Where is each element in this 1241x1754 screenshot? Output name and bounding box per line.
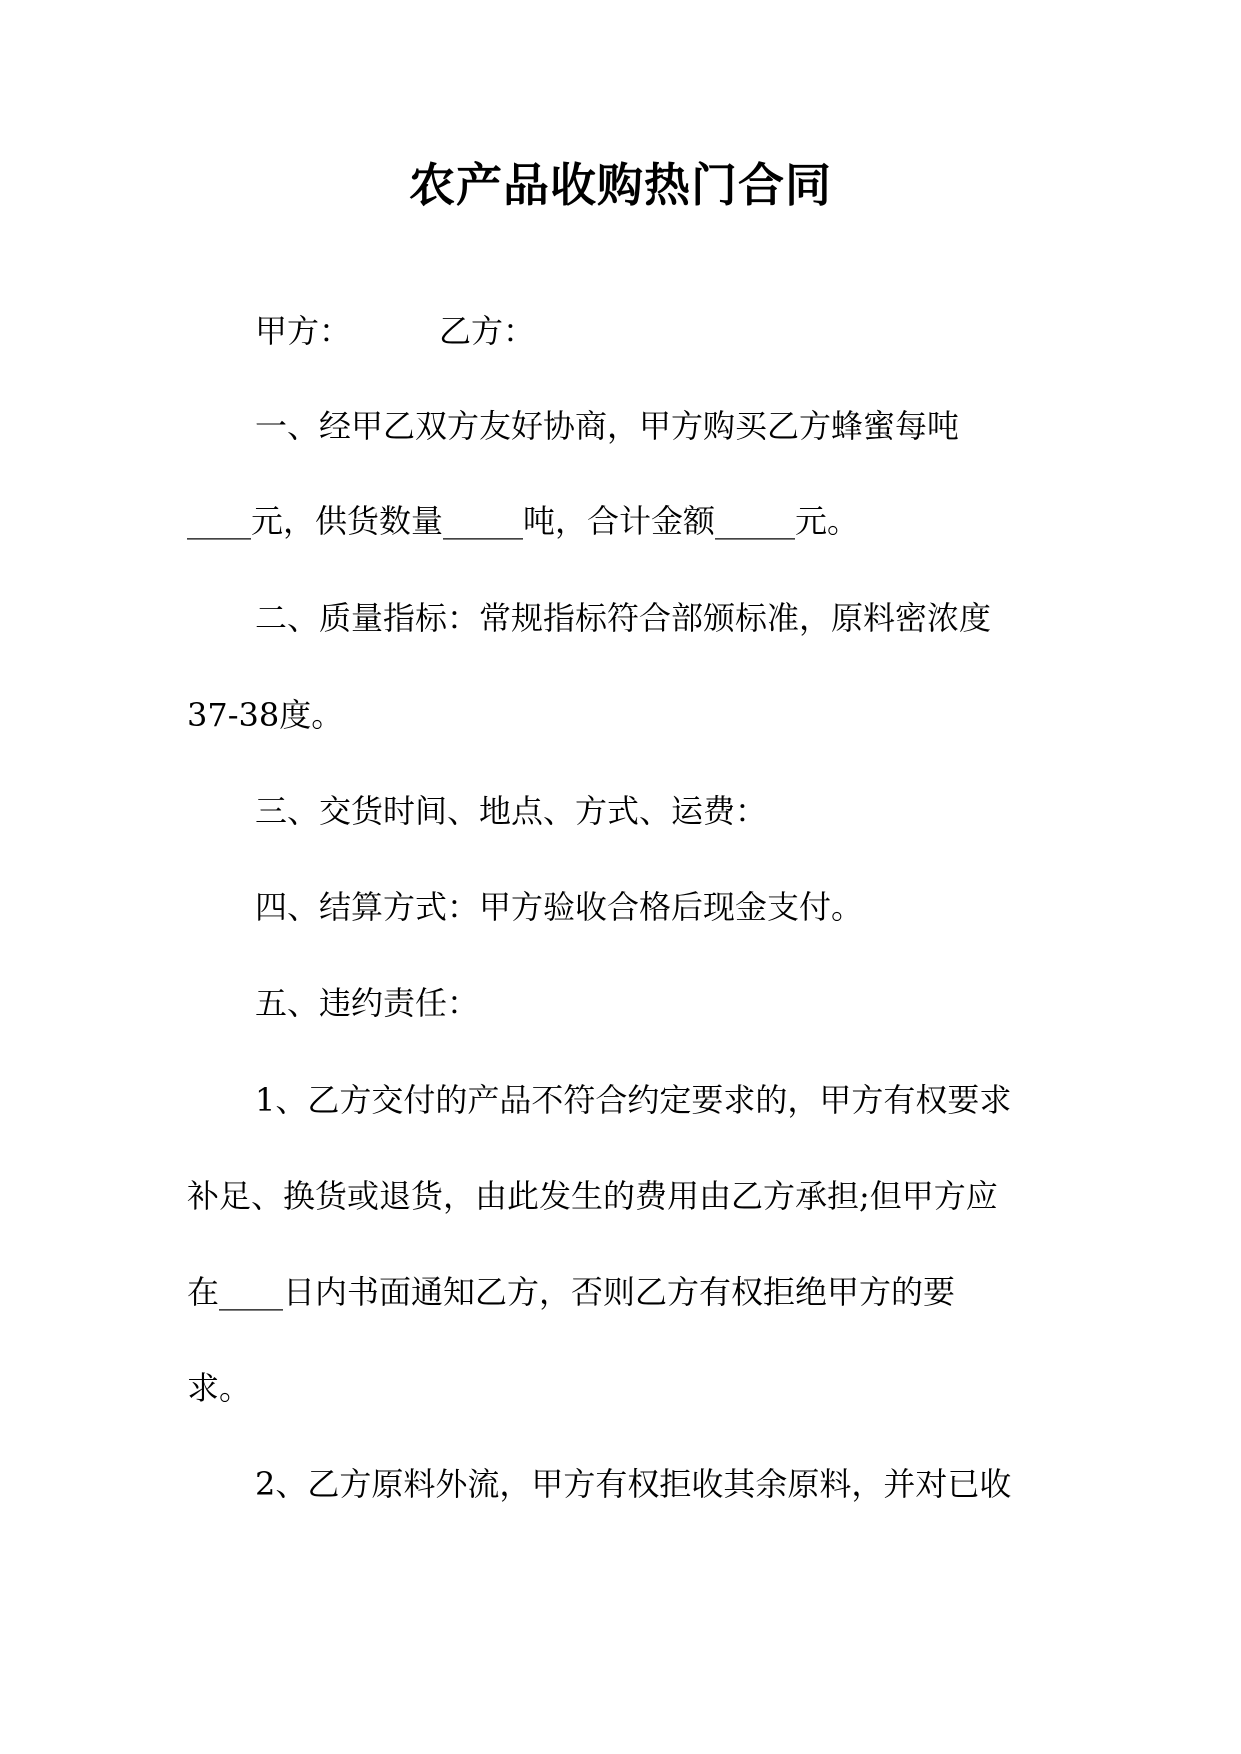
clause-3-line: 三、交货时间、地点、方式、运费： bbox=[255, 792, 768, 830]
document-title: 农产品收购热门合同 bbox=[409, 158, 832, 212]
clause-2-line-2: 37-38度。 bbox=[187, 696, 344, 734]
clause-5-1-line-2: 补足、换货或退货，由此发生的费用由乙方承担;但甲方应 bbox=[187, 1177, 998, 1215]
clause-5-1-line-1: 1、乙方交付的产品不符合约定要求的，甲方有权要求 bbox=[255, 1081, 1012, 1119]
clause-5-heading: 五、违约责任： bbox=[255, 984, 480, 1022]
clause-5-1-line-4: 求。 bbox=[187, 1369, 252, 1407]
parties-line bbox=[255, 306, 1135, 356]
party-b-label: 乙方： bbox=[439, 312, 536, 350]
party-a-label: 甲方： bbox=[255, 312, 352, 350]
clause-1-line-1: 一、经甲乙双方友好协商，甲方购买乙方蜂蜜每吨 bbox=[255, 407, 960, 445]
clause-5-1-line-3: 在____日内书面通知乙方，否则乙方有权拒绝甲方的要 bbox=[187, 1273, 956, 1311]
clause-4-line: 四、结算方式：甲方验收合格后现金支付。 bbox=[255, 888, 864, 926]
clause-5-2-line-1: 2、乙方原料外流，甲方有权拒收其余原料，并对已收 bbox=[255, 1465, 1012, 1503]
clause-2-line-1: 二、质量指标：常规指标符合部颁标准，原料密浓度 bbox=[255, 599, 992, 637]
clause-1-line-2: ____元，供货数量_____吨，合计金额_____元。 bbox=[187, 502, 860, 540]
